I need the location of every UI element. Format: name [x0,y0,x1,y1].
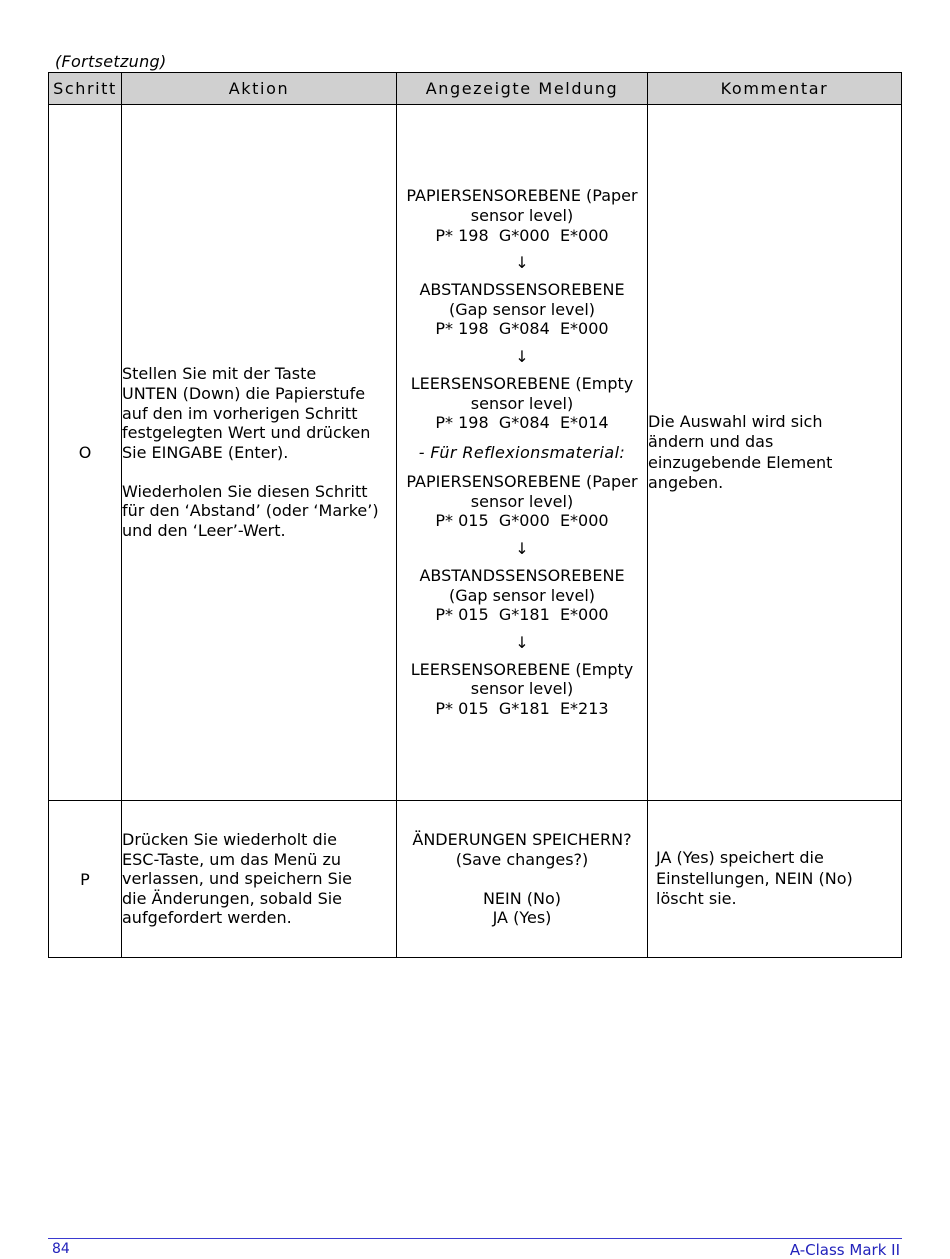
display-message: ABSTANDSSENSOREBENE [419,280,625,300]
page-number: 84 [52,1241,70,1257]
action-line: Drücken Sie wiederholt die [122,830,337,850]
display-option: JA (Yes) [492,908,552,928]
comment-line: Die Auswahl wird sich [648,411,823,431]
down-arrow-icon: ↓ [515,346,529,366]
action-line: ESC-Taste, um das Menü zu [122,849,342,869]
step-cell: O [49,105,122,801]
action-line: aufgefordert werden. [122,908,292,928]
action-line: und den ‘Leer’-Wert. [122,521,286,541]
comment-line: einzugebende Element [648,452,833,472]
action-line: Wiederholen Sie diesen Schritt [122,481,368,501]
action-line: Stellen Sie mit der Taste [122,364,317,384]
comment-line: JA (Yes) speichert die [656,848,824,868]
display-message: sensor level) [470,679,574,699]
display-message: sensor level) [470,393,574,413]
table-row-o [49,105,902,801]
display-values: P* 015 G*181 E*213 [435,699,609,719]
table-header-row [49,73,902,105]
step-cell: P [49,801,122,958]
action-line: UNTEN (Down) die Papierstufe [122,383,366,403]
display-message: LEERSENSOREBENE (Empty [410,373,634,393]
comment-cell [648,105,902,801]
continuation-label: (Fortsetzung) [55,52,167,71]
display-message: (Gap sensor level) [448,299,596,319]
action-cell [122,105,397,801]
header-kommentar: Kommentar [648,73,902,105]
display-values: P* 198 G*000 E*000 [435,225,609,245]
display-message: ABSTANDSSENSOREBENE [419,566,625,586]
product-name: A-Class Mark II [789,1241,900,1259]
comment-line: löscht sie. [656,889,737,909]
comment-cell [648,801,902,958]
display-message: sensor level) [470,491,574,511]
header-schritt: Schritt [49,73,122,105]
header-aktion: Aktion [122,73,397,105]
down-arrow-icon: ↓ [515,632,529,652]
table-row-p [49,801,902,958]
display-message: (Save changes?) [455,849,589,869]
action-line: verlassen, und speichern Sie [122,869,353,889]
action-cell [122,801,397,958]
display-values: P* 198 G*084 E*014 [435,413,609,433]
display-values: P* 015 G*181 E*000 [435,605,609,625]
message-cell [397,801,648,958]
down-arrow-icon: ↓ [515,253,529,273]
header-meldung: Angezeigte Meldung [397,73,648,105]
display-message: (Gap sensor level) [448,585,596,605]
reflexion-label: - Für Reflexionsmaterial: [418,442,626,462]
display-message: PAPIERSENSOREBENE (Paper [406,472,638,492]
display-values: P* 015 G*000 E*000 [435,511,609,531]
message-cell [397,105,648,801]
steps-table [48,72,902,958]
comment-line: angeben. [648,473,724,492]
comment-line: ändern und das [648,432,774,451]
action-line: Sie EINGABE (Enter). [122,442,289,462]
display-option: NEIN (No) [482,888,562,908]
action-line: die Änderungen, sobald Sie [122,888,343,908]
display-message: sensor level) [470,205,574,225]
action-line: für den ‘Abstand’ (oder ‘Marke’) [122,501,379,521]
action-line: auf den im vorherigen Schritt [122,403,358,423]
display-values: P* 198 G*084 E*000 [435,319,609,339]
display-message: ÄNDERUNGEN SPEICHERN? [412,830,632,850]
action-line: festgelegten Wert und drücken [122,423,371,443]
display-message: PAPIERSENSOREBENE (Paper [406,186,638,206]
down-arrow-icon: ↓ [515,539,529,559]
display-message: LEERSENSOREBENE (Empty [410,659,634,679]
footer-divider [48,1238,902,1239]
comment-line: Einstellungen, NEIN (No) [656,868,853,888]
